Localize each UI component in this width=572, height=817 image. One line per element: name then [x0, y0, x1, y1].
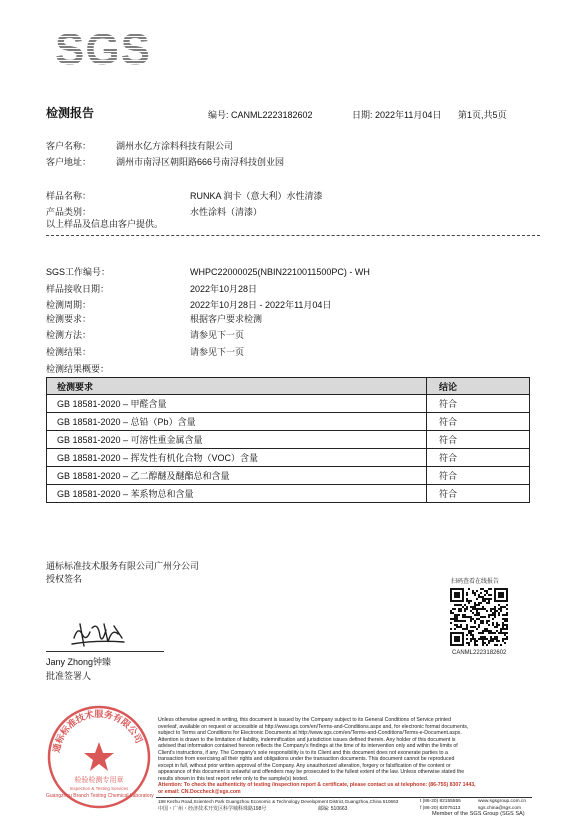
seal-ring-text: 通标标准技术服务有限公司 — [52, 709, 144, 754]
client-address-value: 湖州市南浔区朝阳路666号南浔科技创业园 — [116, 157, 285, 167]
disclaimer-line: except in full, without prior written approval of the Company. Any unauthorized alteration, forgery or falsification of the content or — [158, 762, 451, 769]
conclusion-cell: 符合 — [427, 395, 530, 413]
divider-dashed — [46, 235, 540, 236]
handwritten-signature — [70, 616, 126, 650]
conclusion-cell: 符合 — [427, 431, 530, 449]
disclaimer-line: Attention is drawn to the limitation of liability, indemnification and jurisdiction issues defined therein. Any holder of this document is — [158, 736, 456, 743]
address-english: 198 Kezhu Road,Scientech Park Guangzhou Economic & Technology Development District,Guangzhou,China 510663 — [158, 799, 399, 804]
requirement-cell: GB 18581-2020 – 总铅（Pb）含量 — [47, 413, 427, 431]
requirement-cell: GB 18581-2020 – 乙二醇醚及醚酯总和含量 — [47, 467, 427, 485]
requirement-cell: GB 18581-2020 – 挥发性有机化合物（VOC）含量 — [47, 449, 427, 467]
postcode: 邮编: 510663 — [318, 806, 348, 812]
product-category-label: 产品类别： — [46, 207, 92, 217]
table-row — [47, 413, 530, 431]
qr-caption-top: 扫码查看在线报告 — [451, 579, 500, 585]
test-period-label: 检测周期： — [46, 300, 92, 310]
disclaimer-line: advised that information contained hereon reflects the Company's findings at the time of its intervention only and within the limits of — [158, 743, 458, 749]
requirement-cell: GB 18581-2020 – 可溶性重金属含量 — [47, 431, 427, 449]
sgs-logo-text: SGS — [55, 25, 151, 72]
report-title: 检测报告 — [46, 106, 95, 120]
signer-role: 批准签署人 — [46, 671, 92, 681]
footer-divider — [156, 797, 532, 798]
authorized-signature-label: 授权签名 — [46, 574, 83, 584]
seal-english-text: Inspection & Testing Services — [69, 786, 129, 791]
disclaimer-line: Client's instructions, if any. The Company's sole responsibility is to its Client and this document does not exonerate parties to a — [158, 749, 448, 756]
client-address-label: 客户地址： — [46, 157, 92, 167]
receipt-date-label: 样品接收日期： — [46, 284, 110, 294]
test-period-value: 2022年10月28日 - 2022年11月04日 — [190, 300, 332, 310]
table-row — [47, 431, 530, 449]
requirement-cell: GB 18581-2020 – 苯系物总和含量 — [47, 485, 427, 503]
results-table — [46, 377, 530, 503]
client-name-label: 客户名称： — [46, 141, 92, 151]
disclaimer-line: overleaf, available on request or accessible at http://www.sgs.com/en/Terms-and-Conditions.aspx and, for electronic format documents, — [158, 723, 469, 730]
summary-label: 检测结果概要： — [46, 364, 110, 374]
signature-line — [46, 651, 164, 652]
website: www.sgsgroup.com.cn — [478, 799, 526, 804]
test-result-label: 检测结果： — [46, 347, 92, 357]
member-line: Member of the SGS Group (SGS SA) — [432, 811, 525, 817]
header-conclusion: 结论 — [427, 378, 530, 395]
receipt-date-value: 2022年10月28日 — [190, 284, 258, 294]
report-date: 日期: 2022年11月04日 — [352, 110, 442, 120]
attention-email: or email: CN.Doccheck@sgs.com — [158, 788, 241, 795]
sample-name-value: RUNKA 润卡（意大利）水性清漆 — [190, 191, 323, 201]
client-name-value: 湖州水亿方涂料科技有限公司 — [116, 141, 234, 151]
disclaimer-line: transaction from exercising all their rights and obligations under the transaction documents. This document cannot be reproduced — [158, 756, 455, 762]
company-name: 通标标准技术服务有限公司广州分公司 — [46, 561, 200, 571]
seal-center-text: 检验检测专用章 — [74, 776, 124, 784]
signer-name: Jany Zhong钟臻 — [46, 657, 112, 667]
sgs-logo — [46, 22, 160, 72]
test-method-value: 请参见下一页 — [190, 330, 245, 340]
sample-name-label: 样品名称： — [46, 191, 92, 201]
disclaimer-line: subject to Terms and Conditions for Electronic Documents at http://www.sgs.com/en/Terms-and-Conditions/Terms-e-Document.aspx. — [158, 730, 462, 736]
sample-note: 以上样品及信息由客户提供。 — [46, 219, 164, 229]
telephone: t (86-20) 82155555 — [420, 799, 461, 804]
table-row — [47, 449, 530, 467]
attention-line: Attention: To check the authenticity of testing /inspection report & certificate, please contact us at telephone: (86-755) 8307 1443, — [158, 782, 476, 788]
conclusion-cell: 符合 — [427, 485, 530, 503]
conclusion-cell: 符合 — [427, 413, 530, 431]
product-category-value: 水性涂料（清漆） — [190, 207, 263, 217]
table-row — [47, 485, 530, 503]
conclusion-cell: 符合 — [427, 449, 530, 467]
disclaimer-line: Unless otherwise agreed in writing, this document is issued by the Company subject to its General Conditions of Service printed — [158, 717, 451, 723]
disclaimer-line: appearance of this document is unlawful and offenders may be prosecuted to the fullest extent of the law. Unless otherwise stated the — [158, 769, 465, 775]
fax: f (86-20) 82075113 — [420, 806, 461, 811]
test-requirement-value: 根据客户要求检测 — [190, 314, 263, 324]
header-requirement: 检测要求 — [47, 378, 427, 395]
disclaimer-line: results shown in this test report refer only to the sample(s) tested. — [158, 775, 309, 782]
qr-code[interactable] — [450, 588, 508, 646]
table-row — [47, 467, 530, 485]
seal-bottom-text: Guangzhou Branch Testing Chemical Laboratory — [46, 793, 154, 799]
address-chinese: 中国・广州・经济技术开发区科学城科珠路198号 — [158, 806, 267, 812]
test-result-value: 请参见下一页 — [190, 347, 245, 357]
qr-caption-bottom: CANML2223182602 — [452, 650, 507, 656]
results-header-row — [47, 378, 530, 395]
requirement-cell: GB 18581-2020 – 甲醛含量 — [47, 395, 427, 413]
test-requirement-label: 检测要求： — [46, 314, 92, 324]
conclusion-cell: 符合 — [427, 467, 530, 485]
job-number-label: SGS工作编号： — [46, 267, 111, 277]
email: sgs.china@sgs.com — [478, 806, 521, 811]
page-indicator: 第1页,共5页 — [458, 110, 507, 120]
report-number: 编号: CANML2223182602 — [208, 110, 313, 120]
table-row — [47, 395, 530, 413]
job-number-value: WHPC22000025(NBIN2210011500PC) - WH — [190, 267, 370, 277]
test-method-label: 检测方法： — [46, 330, 92, 340]
